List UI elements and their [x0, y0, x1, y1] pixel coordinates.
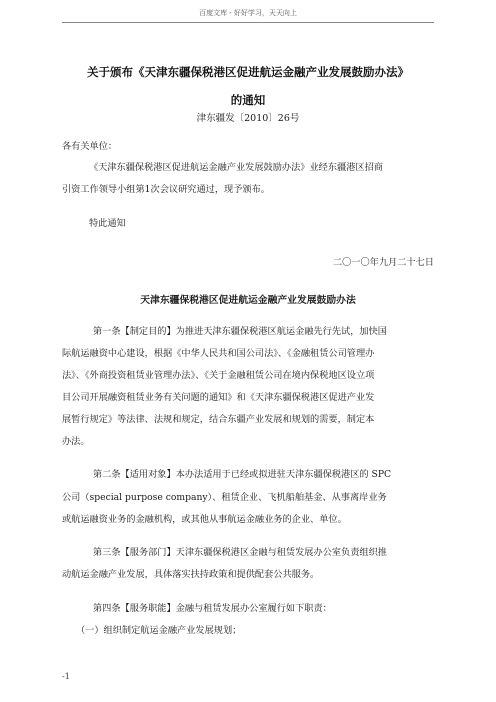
document-number: 津东疆发〔2010〕26号 — [196, 113, 300, 124]
article-3-line: 第三条【服务部门】天津东疆保税港区金融与租赁发展办公室负责组织推 — [93, 547, 387, 558]
page-number: -1 — [62, 672, 70, 681]
page-header: 百度文库 - 好好学习，天天向上 — [199, 9, 297, 17]
article-1-line: 际航运融资中心建设，根据《中华人民共和国公司法》、《金融租赁公司管理办 — [62, 348, 375, 359]
notice-date: 二〇一〇年九月二十七日 — [332, 257, 434, 268]
article-1-line: 法》、《外商投资租赁业管理办法》、《关于金融租赁公司在境内保税地区设立项 — [62, 370, 375, 381]
article-3-line: 动航运金融产业发展，具体落实扶持政策和提供配套公共服务。 — [62, 569, 320, 580]
article-1-line: 第一条【制定目的】为推进天津东疆保税港区航运金融先行先试，加快国 — [93, 326, 387, 337]
article-4-item: （一）组织制定航运金融产业发展规划； — [76, 625, 242, 636]
notice-body-line: 《天津东疆保税港区促进航运金融产业发展鼓励办法》业经东疆港区招商 — [89, 162, 383, 173]
article-1-line: 展暂行规定》等法律、法规和规定，结合东疆产业发展和规划的需要，制定本 — [62, 414, 375, 425]
salutation: 各有关单位： — [62, 141, 118, 152]
header-divider — [62, 22, 434, 23]
article-4-line: 第四条【服务职能】金融与租赁发展办公室履行如下职责： — [93, 603, 332, 614]
article-1-line: 目公司开展融资租赁业务有关问题的通知》和《天津东疆保税港区促进产业发 — [62, 392, 375, 403]
closing-text: 特此通知 — [89, 218, 126, 229]
notice-body-line: 引资工作领导小组第1次会议研究通过，现予颁布。 — [62, 184, 270, 195]
article-2-line: 第二条【适用对象】本办法适用于已经或拟进驻天津东疆保税港区的 SPC — [93, 469, 392, 480]
notice-title-line1: 关于颁布《天津东疆保税港区促进航运金融产业发展鼓励办法》 — [87, 65, 409, 79]
article-1-line: 办法。 — [62, 436, 90, 447]
article-2-line: 公司（special purpose company）、租赁企业、飞机船舶基金、从事离岸业务 — [62, 492, 387, 503]
notice-title-line2: 的通知 — [230, 93, 266, 107]
article-2-line: 或航运融资业务的金融机构，或其他从事航运金融业务的企业、单位。 — [62, 514, 347, 525]
measures-title: 天津东疆保税港区促进航运金融产业发展鼓励办法 — [140, 295, 356, 306]
